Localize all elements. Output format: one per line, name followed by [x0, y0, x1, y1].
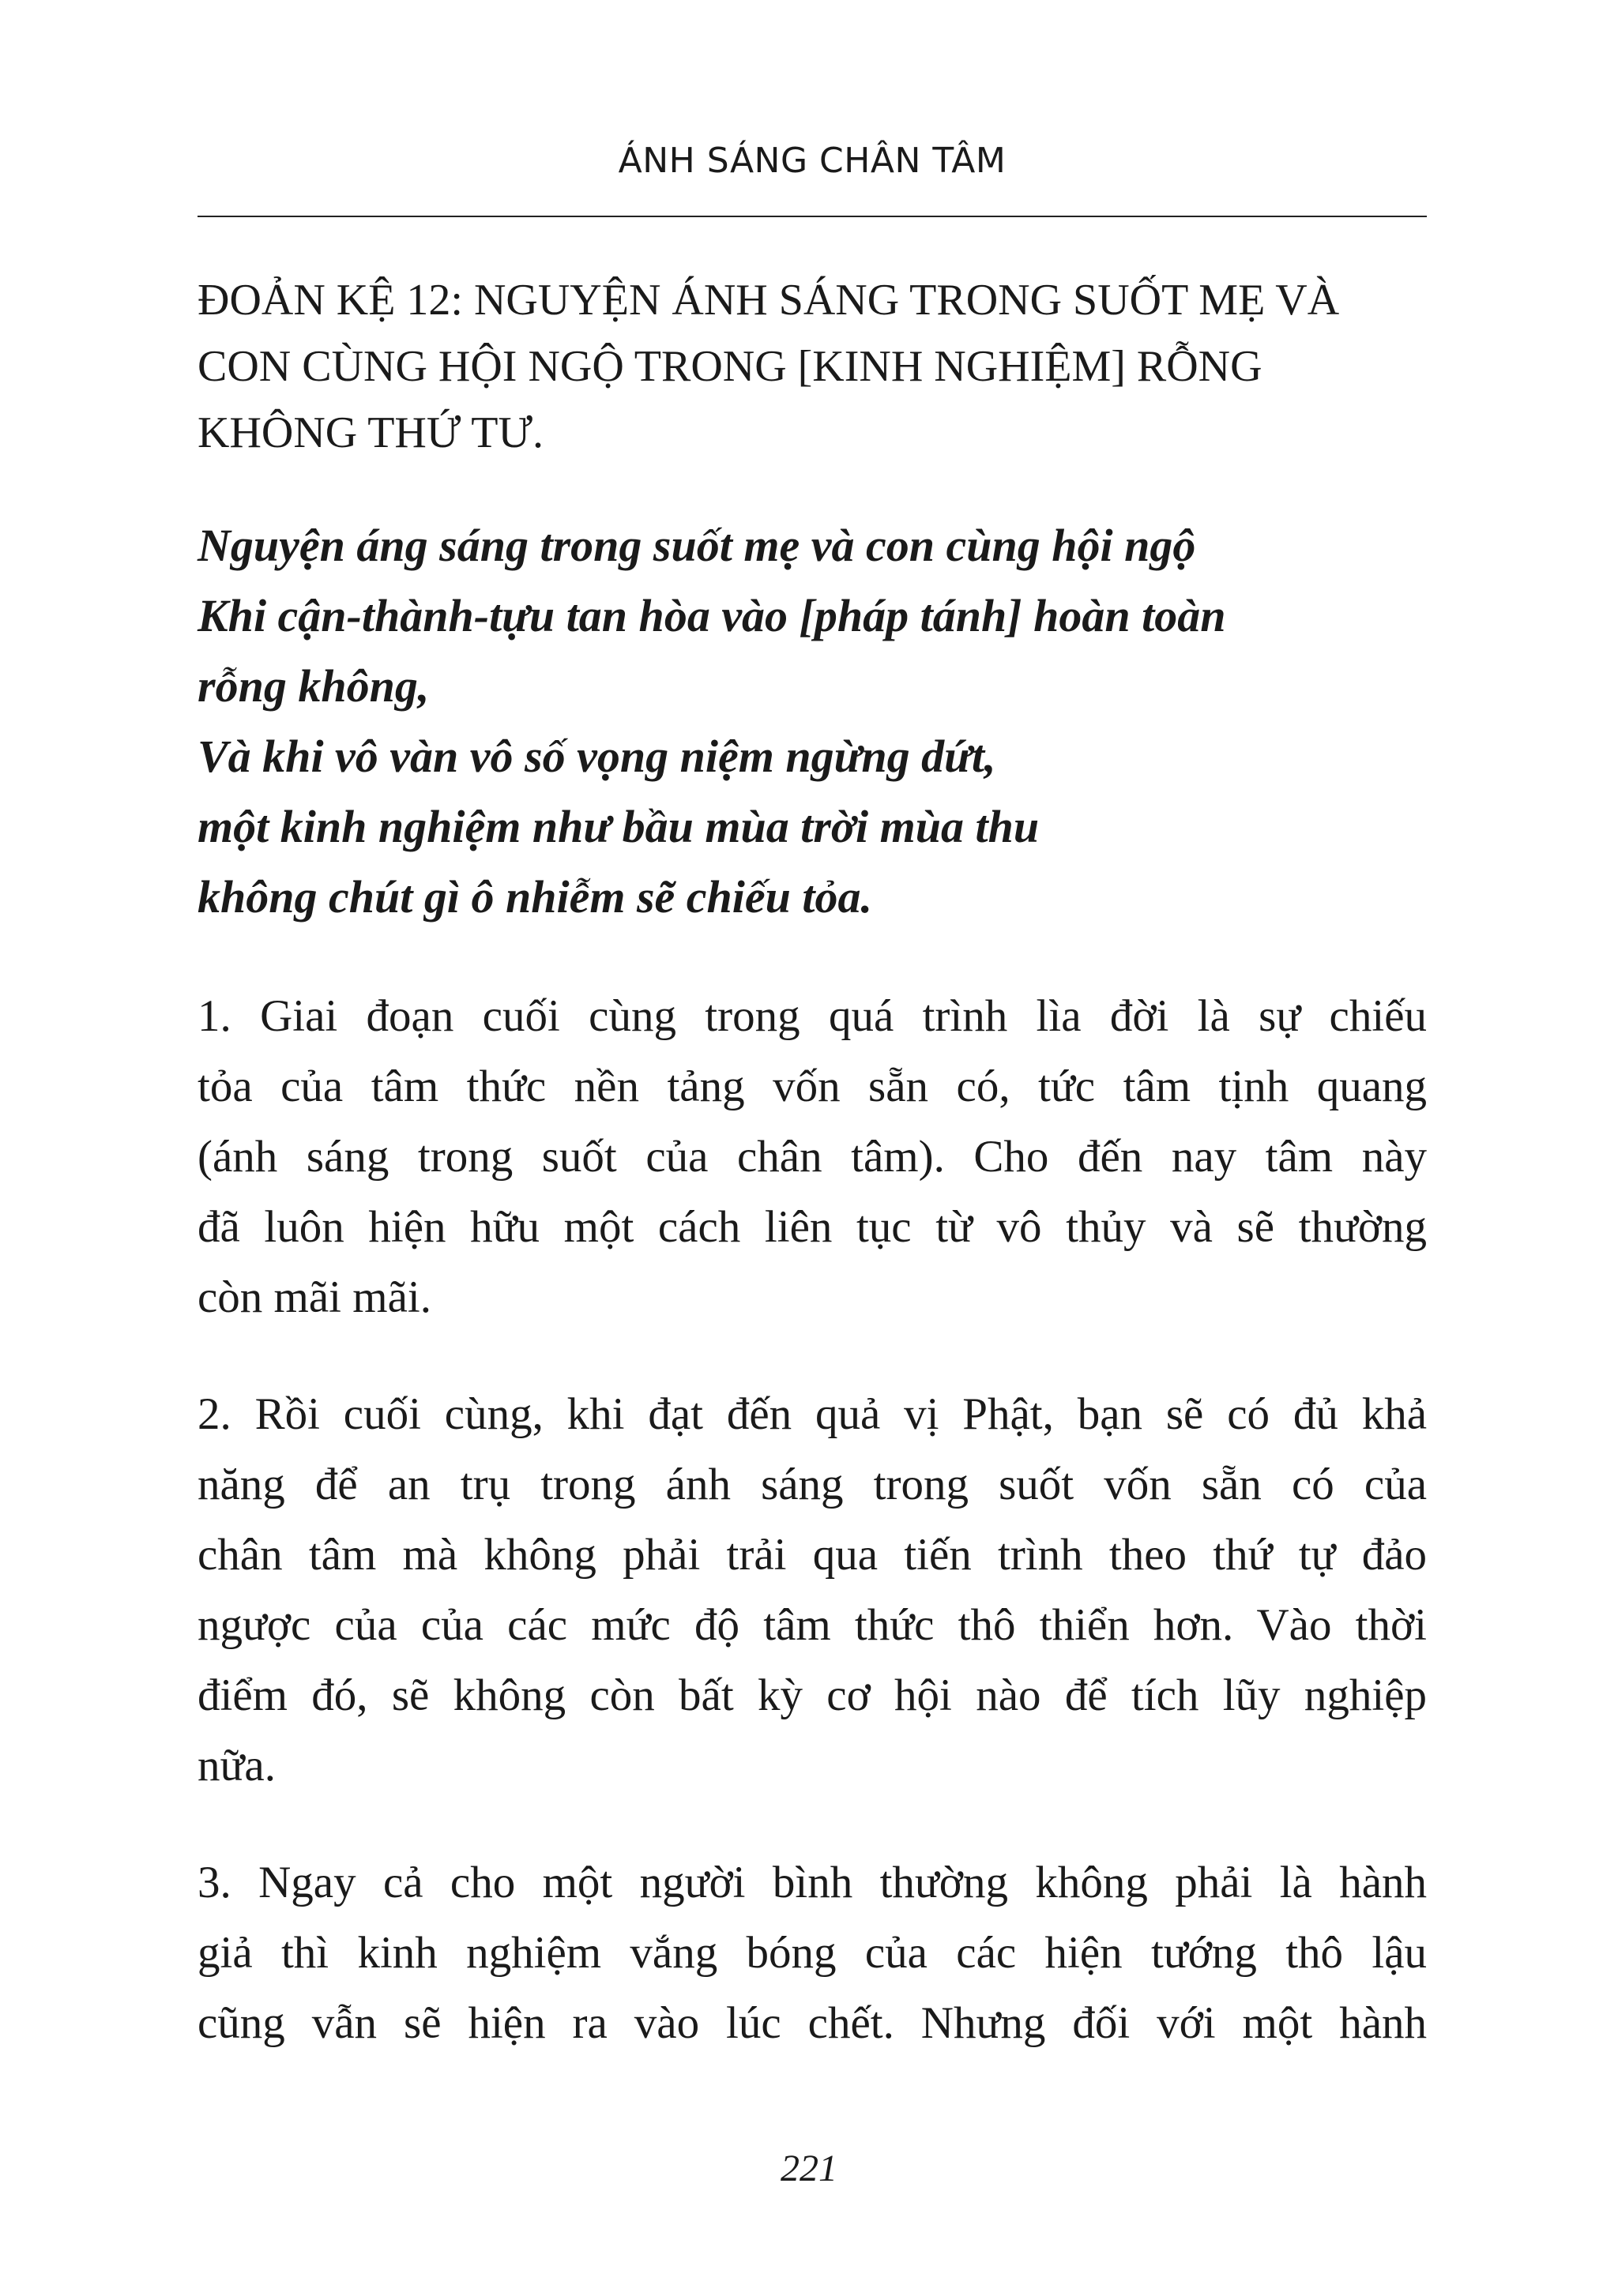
paragraph-line: 2. Rồi cuối cùng, khi đạt đến quả vị Phật, bạn sẽ có đủ khả [198, 1389, 1427, 1439]
section-title-line: KHÔNG THỨ TƯ. [198, 408, 544, 457]
paragraph-line: chân tâm mà không phải trải qua tiến trình theo thứ tự đảo [198, 1530, 1427, 1580]
paragraph-line: 1. Giai đoạn cuối cùng trong quá trình lìa đời là sự chiếu [198, 991, 1427, 1041]
section-title-line: CON CÙNG HỘI NGỘ TRONG [KINH NGHIỆM] RỖNG [198, 342, 1262, 391]
page-number: 221 [781, 2148, 837, 2189]
verse-line: Và khi vô vàn vô số vọng niệm ngừng dứt, [198, 731, 996, 782]
verse-line: không chút gì ô nhiễm sẽ chiếu tỏa. [198, 871, 873, 923]
running-header: ÁNH SÁNG CHÂN TÂM [618, 141, 1007, 181]
paragraph-line: tỏa của tâm thức nền tảng vốn sẵn có, tức tâm tịnh quang [198, 1062, 1427, 1111]
verse-line: Khi cận-thành-tựu tan hòa vào [pháp tánh] hoàn toàn [198, 590, 1226, 641]
paragraph-line: 3. Ngay cả cho một người bình thường không phải là hành [198, 1858, 1427, 1907]
verse-line: Nguyện áng sáng trong suốt mẹ và con cùng hội ngộ [198, 520, 1196, 571]
paragraph-line: cũng vẫn sẽ hiện ra vào lúc chết. Nhưng đối với một hành [198, 1998, 1427, 2048]
verse-line: rỗng không, [198, 660, 430, 712]
section-title-line: ĐOẢN KỆ 12: NGUYỆN ÁNH SÁNG TRONG SUỐT MẸ VÀ [198, 276, 1340, 325]
paragraph-line: điểm đó, sẽ không còn bất kỳ cơ hội nào để tích lũy nghiệp [198, 1670, 1427, 1720]
paragraph-line: ngược của của các mức độ tâm thức thô thiển hơn. Vào thời [198, 1600, 1427, 1650]
paragraph-line: năng để an trụ trong ánh sáng trong suốt vốn sẵn có của [198, 1460, 1427, 1509]
paragraph-line: giả thì kinh nghiệm vắng bóng của các hiện tướng thô lậu [198, 1928, 1427, 1978]
paragraph-line: nữa. [198, 1741, 276, 1791]
paragraph-line: đã luôn hiện hữu một cách liên tục từ vô thủy và sẽ thường [198, 1202, 1427, 1252]
paragraph-3 [198, 1847, 1427, 2058]
paragraph-line: còn mãi mãi. [198, 1272, 431, 1322]
verse-block [198, 510, 1430, 932]
paragraph-line: (ánh sáng trong suốt của chân tâm). Cho đến nay tâm này [198, 1132, 1427, 1182]
paragraph-2 [198, 1379, 1427, 1801]
header-rule [198, 216, 1427, 217]
section-title [198, 267, 1430, 466]
paragraph-1 [198, 981, 1427, 1332]
verse-line: một kinh nghiệm như bầu mùa trời mùa thu [198, 801, 1040, 852]
